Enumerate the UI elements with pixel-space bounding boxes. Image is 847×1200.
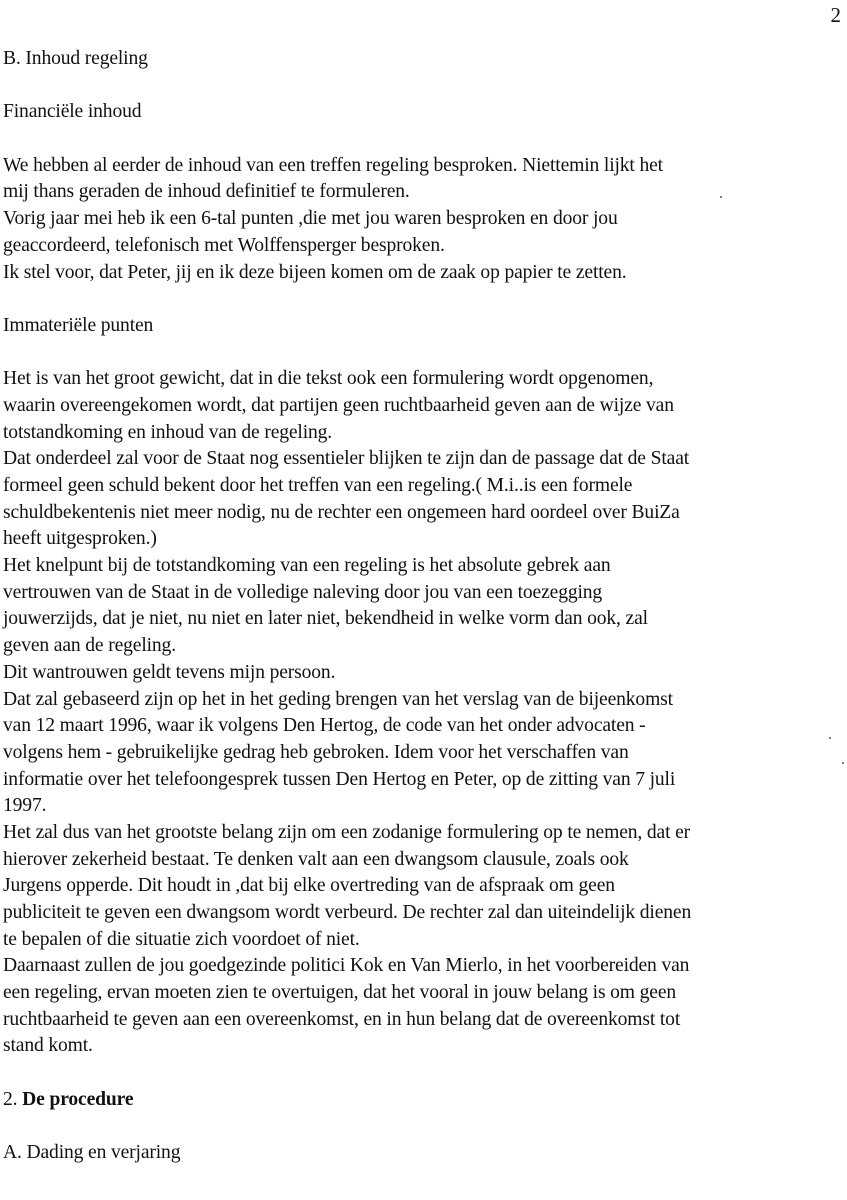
paragraph-line: Jurgens opperde. Dit houdt in ,dat bij elke overtreding van de afspraak om geen xyxy=(3,875,615,897)
paragraph-line: geaccordeerd, telefonisch met Wolffensperger besproken. xyxy=(3,234,445,256)
paragraph-line: mij thans geraden de inhoud definitief te formuleren. xyxy=(3,181,410,203)
paragraph-line: ruchtbaarheid te geven aan een overeenkomst, en in hun belang dat de overeenkomst tot xyxy=(3,1008,681,1030)
section-heading-procedure xyxy=(3,1087,845,1114)
paragraph-line: publiciteit te geven een dwangsom wordt verbeurd. De rechter zal dan uiteindelijk dienen xyxy=(3,902,692,923)
paragraph-line: totstandkoming en inhoud van de regeling. xyxy=(3,421,333,443)
paragraph-line: We hebben al eerder de inhoud van een treffen regeling besproken. Niettemin lijkt het xyxy=(3,154,663,176)
paragraph-line: 1997. xyxy=(3,795,47,817)
paragraph-line: stand komt. xyxy=(3,1035,93,1057)
paragraph-line: Het knelpunt bij de totstandkoming van een regeling is het absolute gebrek aan xyxy=(3,555,611,577)
paragraph-line: Dat zal gebaseerd zijn op het in het geding brengen van het verslag van de bijeenkomst xyxy=(3,688,673,710)
section-number: 2. xyxy=(3,1088,23,1110)
paragraph-line: waarin overeengekomen wordt, dat partijen geen ruchtbaarheid geven aan de wijze van xyxy=(3,394,674,416)
paragraph-line: formeel geen schuld bekent door het treffen van een regeling.( M.i..is een formele xyxy=(3,475,633,496)
section-heading-inhoud-regeling: B. Inhoud regeling xyxy=(3,48,148,69)
paragraph-line: vertrouwen van de Staat in de volledige naleving door jou van een toezegging xyxy=(3,581,603,603)
page-number: 2 xyxy=(830,3,841,27)
section-title: De procedure xyxy=(22,1088,134,1110)
paragraph-line: volgens hem - gebruikelijke gedrag heb gebroken. Idem voor het verschaffen van xyxy=(3,741,629,763)
paragraph-line: Vorig jaar mei heb ik een 6-tal punten ,die met jou waren besproken en door jou xyxy=(3,208,618,230)
paragraph-line: te bepalen of die situatie zich voordoet of niet. xyxy=(3,928,360,950)
subheading-financiele-inhoud: Financiële inhoud xyxy=(3,101,142,123)
paragraph-line: geven aan de regeling. xyxy=(3,635,176,657)
paragraph-line: van 12 maart 1996, waar ik volgens Den Hertog, de code van het onder advocaten - xyxy=(3,715,646,737)
paragraph-line: een regeling, ervan moeten zien te overtuigen, dat het vooral in jouw belang is om geen xyxy=(3,982,677,1004)
document-body xyxy=(3,46,845,1167)
paragraph-line: Dit wantrouwen geldt tevens mijn persoon. xyxy=(3,661,336,683)
paragraph-line: informatie over het telefoongesprek tussen Den Hertog en Peter, op de zitting van 7 juli xyxy=(3,768,676,790)
paragraph-line: jouwerzijds, dat je niet, nu niet en later niet, bekendheid in welke vorm dan ook, zal xyxy=(3,608,648,630)
paragraph-line: schuldbekentenis niet meer nodig, nu de rechter een ongemeen hard oordeel over BuiZa xyxy=(3,501,680,523)
section-heading-dading-en-verjaring: A. Dading en verjaring xyxy=(3,1142,181,1164)
paragraph-line: Dat onderdeel zal voor de Staat nog essentieler blijken te zijn dan de passage dat de Staat xyxy=(3,448,690,470)
scan-speck xyxy=(720,196,722,198)
paragraph-line: Daarnaast zullen de jou goedgezinde politici Kok en Van Mierlo, in het voorbereiden van xyxy=(3,955,690,977)
paragraph-line: Het is van het groot gewicht, dat in die tekst ook een formulering wordt opgenomen, xyxy=(3,368,654,390)
paragraph-line: Ik stel voor, dat Peter, jij en ik deze bijeen komen om de zaak op papier te zetten. xyxy=(3,261,627,283)
scan-speck xyxy=(829,737,831,739)
paragraph-line: hierover zekerheid bestaat. Te denken valt aan een dwangsom clausule, zoals ook xyxy=(3,848,629,870)
paragraph-line: Het zal dus van het grootste belang zijn om een zodanige formulering op te nemen, dat er xyxy=(3,821,691,843)
subheading-immateriele-punten: Immateriële punten xyxy=(3,314,154,336)
paragraph-line: heeft uitgesproken.) xyxy=(3,528,157,550)
scan-speck xyxy=(842,762,844,764)
